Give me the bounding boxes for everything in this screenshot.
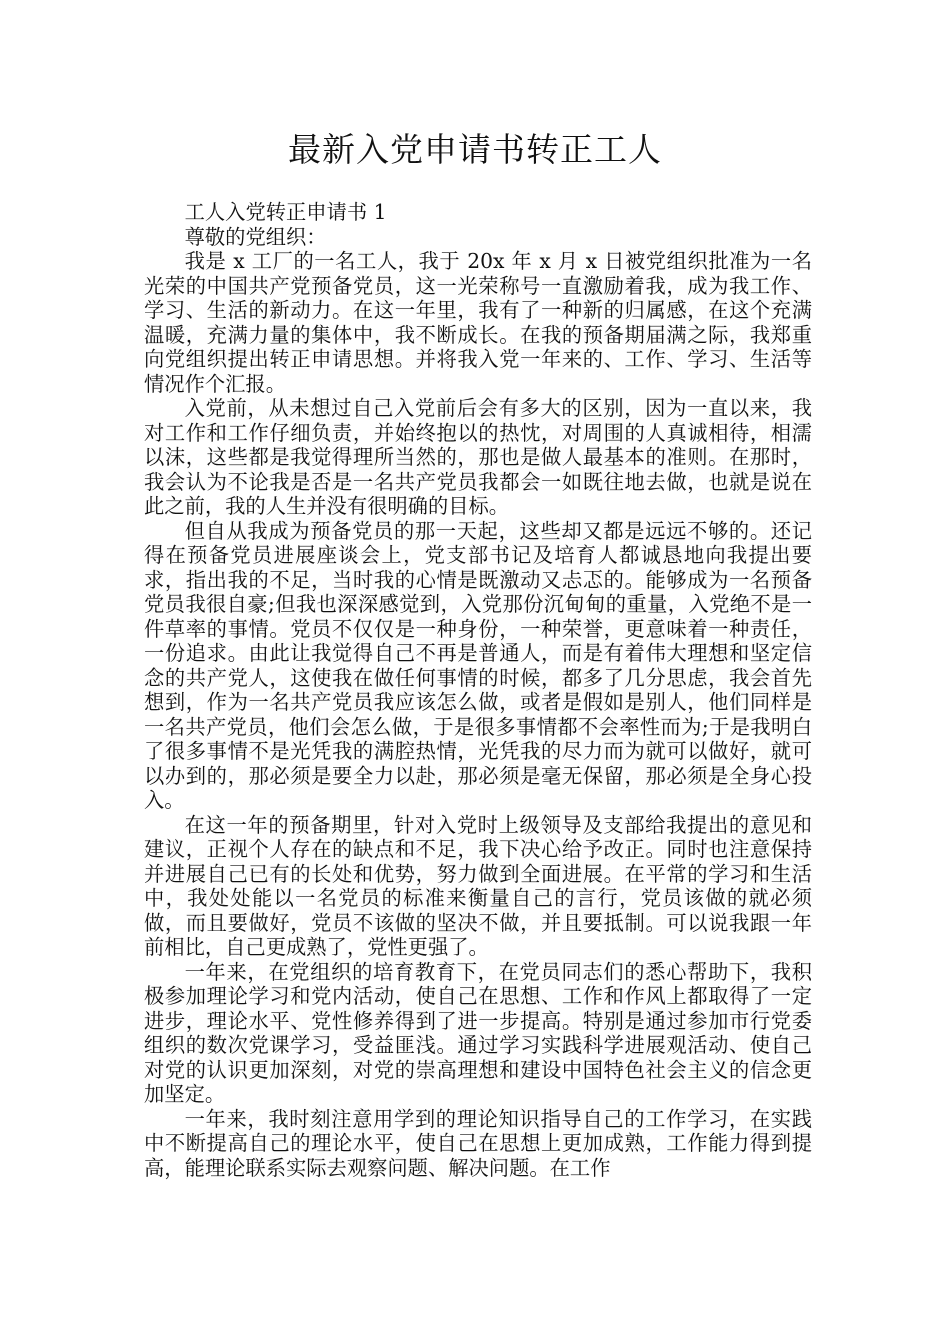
document-title: 最新入党申请书转正工人	[288, 130, 662, 169]
salutation: 尊敬的党组织：	[184, 224, 327, 249]
paragraph: 入党前，从未想过自己入党前后会有多大的区别，因为一直以来，我对工作和工作仔细负责，并始终抱以的热忱，对周围的人真诚相待，相濡以沫，这些都是我觉得理所当然的，那也是做人最基本的准则。在那时，我会认为不论我是否是一名共产党员我都会一如既往地去做，也就是说在此之前，我的人生并没有很明确的目标。	[144, 396, 812, 518]
paragraph: 一年来，在党组织的培育教育下，在党员同志们的悉心帮助下，我积极参加理论学习和党内活动，使自己在思想、工作和作风上都取得了一定进步，理论水平、党性修养得到了进一步提高。特别是通过参加市行党委组织的数次党课学习，受益匪浅。通过学习实践科学进展观活动、使自己对党的认识更加深刻，对党的崇高理想和建设中国特色社会主义的信念更加坚定。	[144, 959, 812, 1106]
document-subtitle: 工人入党转正申请书 1	[184, 200, 387, 224]
paragraph: 一年来，我时刻注意用学到的理论知识指导自己的工作学习，在实践中不断提高自己的理论水平，使自己在思想上更加成熟，工作能力得到提高，能理论联系实际去观察问题、解决问题。在工作	[144, 1106, 812, 1180]
document-body	[144, 200, 812, 1180]
paragraph: 在这一年的预备期里，针对入党时上级领导及支部给我提出的意见和建议，正视个人存在的缺点和不足，我下决心给予改正。同时也注意保持并进展自己已有的长处和优势，努力做到全面进展。在平常的学习和生活中，我处处能以一名党员的标准来衡量自己的言行，党员该做的就必须做，而且要做好，党员不该做的坚决不做，并且要抵制。可以说我跟一年前相比，自己更成熟了，党性更强了。	[144, 812, 812, 959]
paragraph: 但自从我成为预备党员的那一天起，这些却又都是远远不够的。还记得在预备党员进展座谈会上，党支部书记及培育人都诚恳地向我提出要求，指出我的不足，当时我的心情是既激动又忐忑的。能够成为一名预备党员我很自豪;但我也深深感觉到，入党那份沉甸甸的重量，入党绝不是一件草率的事情。党员不仅仅是一种身份，一种荣誉，更意味着一种责任，一份追求。由此让我觉得自己不再是普通人，而是有着伟大理想和坚定信念的共产党人，这使我在做任何事情的时候，都多了几分思虑，我会首先想到，作为一名共产党员我应该怎么做，或者是假如是别人，他们同样是一名共产党员，他们会怎么做，于是很多事情都不会率性而为;于是我明白了很多事情不是光凭我的满腔热情，光凭我的尽力而为就可以做好，就可以办到的，那必须是要全力以赴，那必须是毫无保留，那必须是全身心投入。	[144, 518, 812, 812]
paragraph: 我是 x 工厂的一名工人，我于 20x 年 x 月 x 日被党组织批准为一名光荣的中国共产党预备党员，这一光荣称号一直激励着我，成为我工作、学习、生活的新动力。在这一年里，我有了一种新的归属感，在这个充满温暖，充满力量的集体中，我不断成长。在我的预备期届满之际，我郑重向党组织提出转正申请思想。并将我入党一年来的、工作、学习、生活等情况作个汇报。	[144, 249, 812, 396]
